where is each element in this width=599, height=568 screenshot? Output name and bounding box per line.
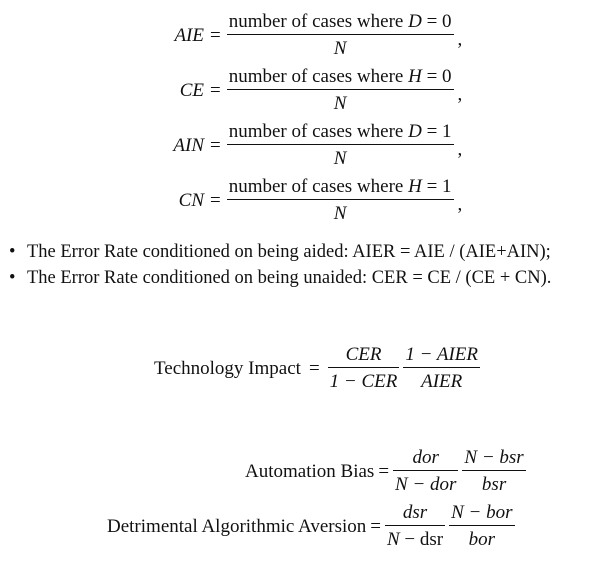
equals-sign: =: [210, 24, 221, 46]
numerator-value: 1: [442, 121, 452, 142]
numerator-variable: D: [408, 11, 422, 32]
fraction-numerator: [227, 12, 454, 35]
comma: ,: [457, 138, 463, 160]
fraction-denominator: AIER: [421, 371, 463, 392]
fraction-denominator: bsr: [481, 474, 507, 495]
fraction-numerator: [227, 67, 454, 90]
numerator-text: number of cases where: [228, 121, 409, 142]
fraction-denominator: [227, 90, 454, 113]
fraction-denominator: 1 − CER: [329, 371, 398, 392]
equation-cn: [160, 177, 462, 223]
numerator-variable: H: [408, 66, 422, 87]
fraction-denominator: N − dor: [395, 474, 457, 495]
list-item: • The Error Rate conditioned on being unaided: CER = CE / (CE + CN).: [9, 265, 551, 291]
equals-sign: =: [370, 515, 381, 537]
numerator-text: number of cases where: [228, 66, 409, 87]
fraction: [227, 122, 454, 168]
fraction-denominator: [227, 200, 454, 223]
error-rate-list: [9, 239, 551, 291]
equation-technology-impact: [154, 345, 480, 391]
fraction-denominator: bor: [468, 529, 495, 550]
numerator-value: 0: [442, 11, 452, 32]
denominator-variable: N: [386, 529, 400, 550]
equation-label: Automation Bias: [245, 460, 375, 482]
fraction: [403, 345, 480, 391]
fraction-numerator: N − bsr: [462, 448, 525, 471]
equation-aie: [160, 12, 462, 58]
equation-lhs: CN: [178, 189, 204, 211]
fraction-denominator: [385, 526, 445, 549]
denominator-variable: N: [333, 203, 347, 224]
equals-sign: =: [210, 189, 221, 211]
fraction-numerator: dor: [393, 448, 458, 471]
equals-sign: =: [421, 121, 443, 142]
numerator-variable: D: [408, 121, 422, 142]
fraction: [227, 67, 454, 113]
equation-lhs: CE: [179, 79, 204, 101]
fraction-denominator: [227, 145, 454, 168]
comma: ,: [457, 193, 463, 215]
comma: ,: [457, 28, 463, 50]
equals-sign: =: [308, 357, 320, 379]
fraction: [462, 448, 525, 494]
equals-sign: =: [210, 79, 221, 101]
equation-label: Technology Impact: [154, 357, 301, 379]
denominator-variable: N: [333, 148, 347, 169]
fraction: [227, 12, 454, 58]
equation-ain: [160, 122, 462, 168]
denominator-variable: N: [333, 93, 347, 114]
denominator-rest: − dsr: [399, 529, 444, 550]
equation-label: Detrimental Algorithmic Aversion: [107, 515, 367, 537]
fraction: [385, 503, 445, 549]
equation-algorithmic-aversion: [107, 503, 515, 549]
fraction: [393, 448, 458, 494]
numerator-value: 1: [442, 176, 452, 197]
equation-lhs: AIN: [173, 134, 204, 156]
fraction-numerator: [227, 122, 454, 145]
fraction-numerator: dsr: [385, 503, 445, 526]
equals-sign: =: [421, 11, 443, 32]
fraction-numerator: [227, 177, 454, 200]
numerator-text: number of cases where: [228, 11, 409, 32]
fraction-numerator: CER: [328, 345, 400, 368]
fraction-denominator: [227, 35, 454, 58]
equation-ce: [160, 67, 462, 113]
denominator-variable: N: [333, 38, 347, 59]
equals-sign: =: [421, 66, 443, 87]
comma: ,: [457, 83, 463, 105]
fraction: [328, 345, 400, 391]
equals-sign: =: [421, 176, 443, 197]
numerator-value: 0: [442, 66, 452, 87]
equals-sign: =: [378, 460, 390, 482]
numerator-variable: H: [408, 176, 422, 197]
equation-lhs: AIE: [174, 24, 204, 46]
numerator-text: number of cases where: [228, 176, 409, 197]
fraction: [227, 177, 454, 223]
fraction-numerator: 1 − AIER: [403, 345, 480, 368]
equation-automation-bias: [245, 448, 526, 494]
equals-sign: =: [210, 134, 221, 156]
list-item: • The Error Rate conditioned on being aided: AIER = AIE / (AIE+AIN);: [9, 239, 551, 265]
fraction-numerator: N − bor: [449, 503, 514, 526]
fraction: [449, 503, 514, 549]
